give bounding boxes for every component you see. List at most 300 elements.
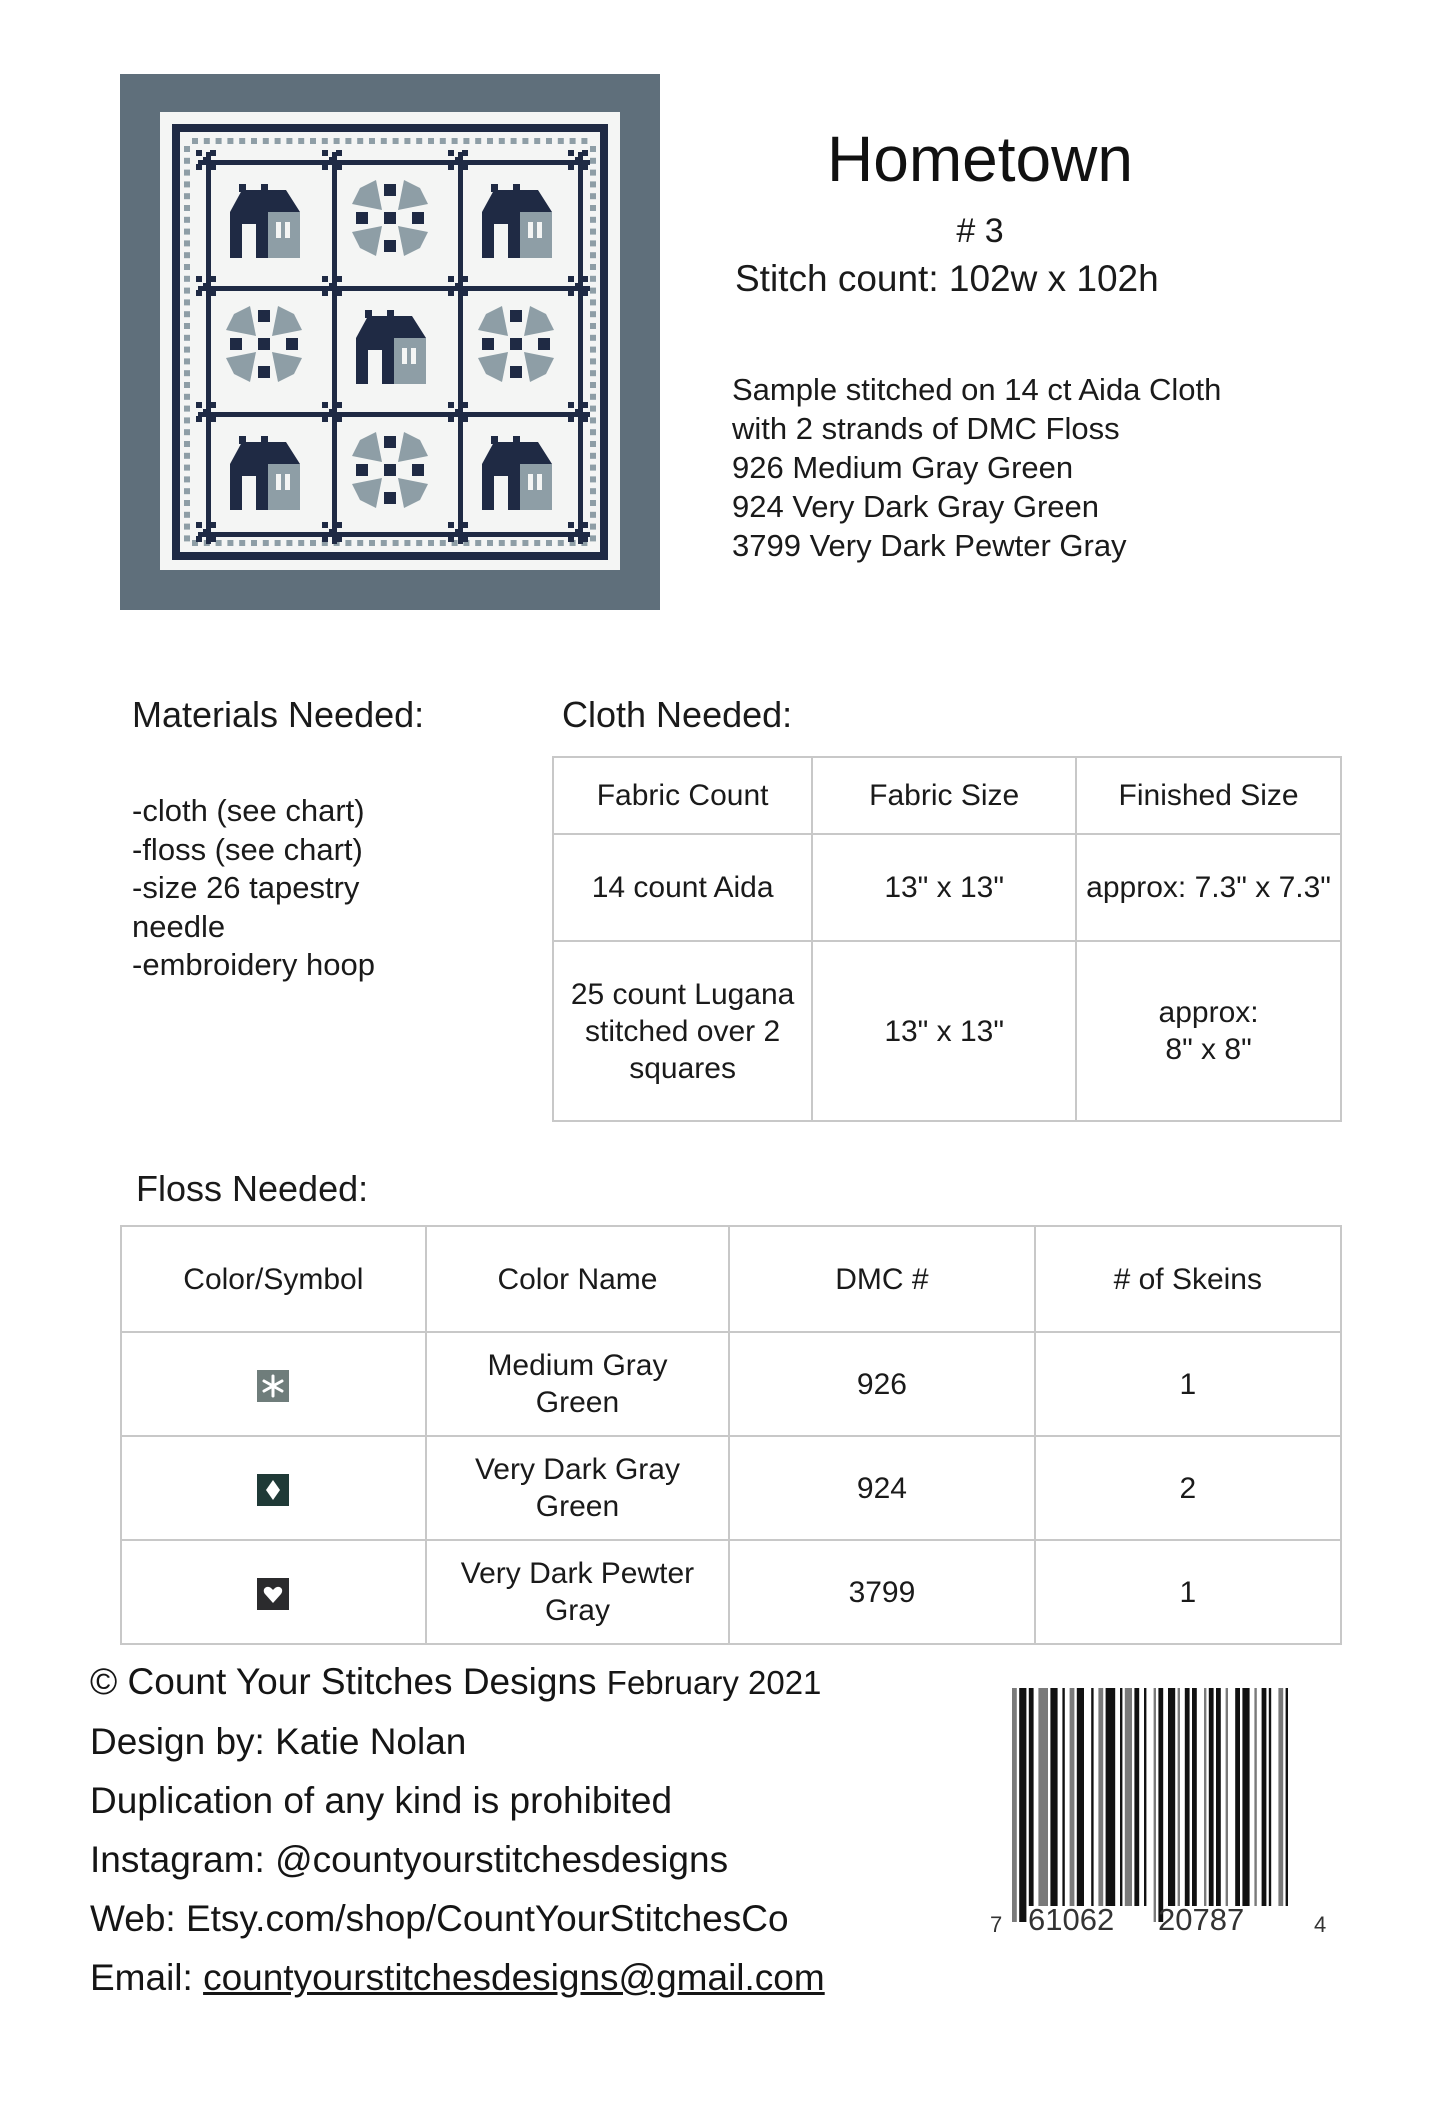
- floss-heading: Floss Needed:: [136, 1168, 369, 1209]
- border-dot: [286, 138, 292, 144]
- border-dot: [590, 335, 596, 341]
- table-row: [553, 834, 1341, 941]
- border-dot: [227, 138, 233, 144]
- footer-info: [90, 1652, 825, 2007]
- checker-square: [575, 529, 581, 535]
- border-dot: [345, 138, 351, 144]
- house-door: [242, 224, 256, 258]
- border-dot: [184, 276, 190, 282]
- copyright-line: [90, 1652, 825, 1712]
- border-dot: [463, 138, 469, 144]
- border-dot: [590, 406, 596, 412]
- border-dot: [275, 138, 281, 144]
- barcode-bar: [1106, 1688, 1116, 1906]
- border-dot: [404, 540, 410, 546]
- border-dot: [310, 540, 316, 546]
- border-dot: [184, 488, 190, 494]
- checker-square: [322, 150, 328, 156]
- stitch-count: Stitch count: 102w x 102h: [735, 258, 1159, 299]
- fabric-count-cell: 25 count Lugana stitched over 2 squares: [553, 941, 812, 1121]
- barcode-bar: [1262, 1688, 1267, 1906]
- sashing-line: [332, 152, 337, 544]
- house-window: [276, 222, 281, 238]
- star-square: [230, 338, 242, 350]
- checker-square: [210, 402, 216, 408]
- sashing-line: [578, 152, 583, 544]
- border-dot: [570, 138, 576, 144]
- border-dot: [298, 540, 304, 546]
- finished-size-cell: approx: 7.3" x 7.3": [1076, 834, 1341, 941]
- checker-square: [568, 416, 574, 422]
- border-dot: [184, 323, 190, 329]
- email-link[interactable]: countyourstitchesdesigns@gmail.com: [203, 1957, 825, 1998]
- checker-square: [336, 416, 342, 422]
- border-dot: [590, 217, 596, 223]
- sashing-line: [198, 532, 590, 537]
- border-dot: [440, 138, 446, 144]
- house-side: [394, 338, 426, 384]
- star-square: [384, 492, 396, 504]
- border-dot: [404, 138, 410, 144]
- copyright-text: © Count Your Stitches Designs: [90, 1661, 597, 1702]
- sashing-line: [198, 412, 590, 417]
- checker-square: [462, 416, 468, 422]
- checker-square: [575, 409, 581, 415]
- star-square: [286, 338, 298, 350]
- star-square: [356, 212, 368, 224]
- border-dot: [590, 417, 596, 423]
- border-dot: [590, 181, 596, 187]
- border-dot: [475, 540, 481, 546]
- border-dot: [381, 138, 387, 144]
- star-center: [258, 338, 270, 350]
- checker-square: [448, 536, 454, 542]
- finished-size-cell: approx: 8" x 8": [1076, 941, 1341, 1121]
- border-dot: [590, 240, 596, 246]
- checker-square: [196, 522, 202, 528]
- barcode-bar: [1154, 1688, 1156, 1922]
- star-square: [510, 310, 522, 322]
- border-dot: [590, 441, 596, 447]
- barcode-bar: [1235, 1688, 1240, 1906]
- border-dot: [184, 240, 190, 246]
- border-dot: [590, 488, 596, 494]
- border-dot: [216, 540, 222, 546]
- border-dot: [184, 453, 190, 459]
- border-dot: [239, 540, 245, 546]
- border-dot: [590, 205, 596, 211]
- symbol-cell: [121, 1332, 426, 1436]
- border-dot: [184, 264, 190, 270]
- barcode-bar: [1019, 1688, 1026, 1922]
- sample-line: 3799 Very Dark Pewter Gray: [732, 528, 1127, 563]
- border-dot: [522, 540, 528, 546]
- barcode-bar: [1038, 1688, 1048, 1906]
- checker-square: [210, 536, 216, 542]
- border-dot: [263, 138, 269, 144]
- cross-stitch-design-image: [120, 74, 660, 610]
- barcode-bar: [1254, 1688, 1256, 1906]
- designer-line: Design by: Katie Nolan: [90, 1721, 467, 1762]
- border-dot: [184, 370, 190, 376]
- color-name-cell: Very Dark Pewter Gray: [426, 1540, 730, 1644]
- barcode-bar: [1029, 1688, 1034, 1906]
- border-dot: [184, 170, 190, 176]
- border-dot: [381, 540, 387, 546]
- house-window: [402, 348, 407, 364]
- border-dot: [590, 276, 596, 282]
- column-header: Color Name: [426, 1226, 730, 1332]
- table-row: [121, 1540, 1341, 1644]
- checker-square: [582, 276, 588, 282]
- barcode-bar: [1144, 1688, 1146, 1906]
- fabric-size-cell: 13" x 13": [812, 941, 1076, 1121]
- border-dot: [184, 465, 190, 471]
- border-dot: [263, 540, 269, 546]
- barcode-check-digit: 4: [1314, 1912, 1327, 1937]
- barcode-left-digits: 61062: [1028, 1902, 1115, 1937]
- border-dot: [184, 146, 190, 152]
- border-dot: [511, 138, 517, 144]
- border-dot: [590, 229, 596, 235]
- checker-square: [196, 536, 202, 542]
- materials-item: -embroidery hoop: [132, 947, 375, 982]
- publish-date: February 2021: [606, 1664, 822, 1701]
- border-dot: [581, 138, 587, 144]
- barcode-bar: [1204, 1688, 1206, 1906]
- checker-square: [203, 283, 209, 289]
- border-dot: [251, 540, 257, 546]
- barcode-bar: [1185, 1688, 1190, 1906]
- star-center: [384, 212, 396, 224]
- checker-square: [203, 529, 209, 535]
- checker-square: [455, 409, 461, 415]
- border-dot: [428, 138, 434, 144]
- border-dot: [487, 540, 493, 546]
- barcode-bar: [1209, 1688, 1214, 1906]
- border-dot: [322, 138, 328, 144]
- border-dot: [416, 138, 422, 144]
- barcode-bar: [1269, 1688, 1271, 1906]
- checker-square: [329, 529, 335, 535]
- checker-square: [336, 164, 342, 170]
- border-dot: [345, 540, 351, 546]
- floss-table: [120, 1225, 1342, 1645]
- barcode-bar: [1070, 1688, 1075, 1906]
- barcode-bar: [1091, 1688, 1093, 1906]
- border-dot: [440, 540, 446, 546]
- border-dot: [184, 382, 190, 388]
- sashing-line: [206, 152, 211, 544]
- star-square: [356, 464, 368, 476]
- border-dot: [184, 347, 190, 353]
- border-dot: [184, 229, 190, 235]
- color-name-cell: Medium Gray Green: [426, 1332, 730, 1436]
- skeins-cell: 1: [1035, 1332, 1341, 1436]
- checker-square: [582, 402, 588, 408]
- checker-square: [582, 164, 588, 170]
- border-dot: [184, 335, 190, 341]
- star-square: [258, 366, 270, 378]
- checker-square: [336, 402, 342, 408]
- checker-square: [462, 522, 468, 528]
- border-dot: [590, 146, 596, 152]
- checker-square: [448, 416, 454, 422]
- checker-square: [210, 290, 216, 296]
- star-square: [482, 338, 494, 350]
- checker-square: [582, 522, 588, 528]
- checker-square: [575, 157, 581, 163]
- checker-square: [455, 283, 461, 289]
- checker-square: [462, 150, 468, 156]
- checker-square: [210, 164, 216, 170]
- border-line: [172, 552, 608, 560]
- star-square: [384, 184, 396, 196]
- border-dot: [590, 394, 596, 400]
- border-dot: [590, 264, 596, 270]
- border-dot: [227, 540, 233, 546]
- border-dot: [534, 540, 540, 546]
- table-row: [121, 1332, 1341, 1436]
- star-square: [384, 436, 396, 448]
- border-dot: [590, 358, 596, 364]
- border-dot: [534, 138, 540, 144]
- sashing-line: [458, 152, 463, 544]
- barcode-bar: [1178, 1688, 1180, 1906]
- border-dot: [239, 138, 245, 144]
- checker-square: [322, 164, 328, 170]
- symbol-cell: [121, 1540, 426, 1644]
- symbol-cell: [121, 1436, 426, 1540]
- border-dot: [184, 524, 190, 530]
- table-header-row: [553, 757, 1341, 834]
- border-dot: [590, 535, 596, 541]
- barcode-bar: [1077, 1688, 1084, 1906]
- border-dot: [393, 138, 399, 144]
- checker-square: [448, 402, 454, 408]
- checker-square: [322, 536, 328, 542]
- border-dot: [184, 288, 190, 294]
- checker-square: [336, 536, 342, 542]
- house-window: [537, 474, 542, 490]
- checker-square: [582, 416, 588, 422]
- checker-square: [448, 150, 454, 156]
- checker-square: [582, 150, 588, 156]
- checker-square: [329, 409, 335, 415]
- border-dot: [499, 540, 505, 546]
- instagram-line: Instagram: @countyourstitchesdesigns: [90, 1839, 729, 1880]
- checker-square: [329, 283, 335, 289]
- star-center: [384, 464, 396, 476]
- border-dot: [184, 205, 190, 211]
- house-window: [411, 348, 416, 364]
- barcode-bar: [1168, 1688, 1175, 1906]
- border-dot: [416, 540, 422, 546]
- checker-square: [336, 276, 342, 282]
- border-dot: [590, 476, 596, 482]
- sample-line: Sample stitched on 14 ct Aida Cloth: [732, 372, 1222, 407]
- skeins-cell: 1: [1035, 1540, 1341, 1644]
- checker-square: [322, 522, 328, 528]
- dmc-number-cell: 3799: [729, 1540, 1034, 1644]
- house-side: [268, 212, 300, 258]
- border-dot: [251, 138, 257, 144]
- checker-square: [336, 522, 342, 528]
- barcode-bar: [1226, 1688, 1228, 1906]
- cloth-table: [552, 756, 1342, 1122]
- border-dot: [590, 158, 596, 164]
- border-dot: [369, 540, 375, 546]
- materials-item: -size 26 tapestry: [132, 870, 360, 905]
- border-dot: [334, 138, 340, 144]
- border-dot: [204, 138, 210, 144]
- barcode-bar: [1062, 1688, 1064, 1906]
- checker-square: [582, 290, 588, 296]
- checker-square: [196, 402, 202, 408]
- border-dot: [590, 382, 596, 388]
- border-dot: [475, 138, 481, 144]
- checker-square: [322, 416, 328, 422]
- checker-square: [210, 276, 216, 282]
- house-window: [528, 222, 533, 238]
- checker-square: [568, 276, 574, 282]
- house-door: [368, 350, 382, 384]
- border-dot: [590, 252, 596, 258]
- border-dot: [275, 540, 281, 546]
- sample-line: 926 Medium Gray Green: [732, 450, 1074, 485]
- checker-square: [568, 536, 574, 542]
- border-dot: [184, 406, 190, 412]
- checker-square: [448, 522, 454, 528]
- checker-square: [448, 164, 454, 170]
- border-dot: [310, 138, 316, 144]
- border-dot: [184, 158, 190, 164]
- border-dot: [184, 441, 190, 447]
- materials-item: -floss (see chart): [132, 831, 363, 867]
- border-dot: [184, 217, 190, 223]
- checker-square: [455, 529, 461, 535]
- border-dot: [357, 540, 363, 546]
- checker-square: [448, 276, 454, 282]
- border-dot: [184, 476, 190, 482]
- barcode-bar: [1278, 1688, 1283, 1906]
- checker-square: [196, 290, 202, 296]
- checker-square: [462, 290, 468, 296]
- barcode-bar: [1012, 1688, 1017, 1922]
- star-square: [384, 240, 396, 252]
- border-dot: [184, 299, 190, 305]
- border-dot: [590, 429, 596, 435]
- barcode-bar: [1120, 1688, 1122, 1906]
- border-dot: [590, 524, 596, 530]
- dmc-number-cell: 926: [729, 1332, 1034, 1436]
- checker-square: [329, 157, 335, 163]
- border-dot: [298, 138, 304, 144]
- checker-square: [210, 150, 216, 156]
- checker-square: [568, 164, 574, 170]
- border-line: [600, 124, 608, 560]
- border-dot: [487, 138, 493, 144]
- house-door: [494, 476, 508, 510]
- barcode-bar: [1134, 1688, 1139, 1906]
- house-window: [276, 474, 281, 490]
- border-dot: [184, 535, 190, 541]
- border-dot: [590, 370, 596, 376]
- house-door: [242, 476, 256, 510]
- pattern-title: Hometown: [827, 123, 1133, 195]
- star-square: [258, 310, 270, 322]
- border-dot: [184, 512, 190, 518]
- checker-square: [203, 409, 209, 415]
- border-line: [172, 124, 608, 132]
- materials-heading: Materials Needed:: [132, 694, 425, 735]
- checker-square: [336, 290, 342, 296]
- border-dot: [369, 138, 375, 144]
- checker-square: [462, 536, 468, 542]
- sampler-photo: [120, 74, 660, 610]
- star-square: [538, 338, 550, 350]
- house-window: [285, 474, 290, 490]
- column-header: Finished Size: [1076, 757, 1341, 834]
- border-dot: [499, 138, 505, 144]
- column-header: DMC #: [729, 1226, 1034, 1332]
- color-name-cell: Very Dark Gray Green: [426, 1436, 730, 1540]
- border-dot: [546, 540, 552, 546]
- duplication-notice: Duplication of any kind is prohibited: [90, 1780, 673, 1821]
- border-dot: [522, 138, 528, 144]
- column-header: # of Skeins: [1035, 1226, 1341, 1332]
- border-dot: [184, 417, 190, 423]
- house-window: [285, 222, 290, 238]
- border-dot: [558, 540, 564, 546]
- web-link[interactable]: Web: Etsy.com/shop/CountYourStitchesCo: [90, 1898, 789, 1939]
- star-square: [510, 366, 522, 378]
- barcode-bar: [1286, 1688, 1288, 1906]
- border-dot: [590, 500, 596, 506]
- sample-line: with 2 strands of DMC Floss: [732, 411, 1120, 446]
- column-header: Fabric Count: [553, 757, 812, 834]
- border-dot: [590, 288, 596, 294]
- email-line: [90, 1948, 825, 2007]
- border-dot: [558, 138, 564, 144]
- barcode-bar: [1192, 1688, 1197, 1906]
- checker-square: [322, 276, 328, 282]
- border-dot: [286, 540, 292, 546]
- diamond-symbol-icon: [257, 1474, 289, 1506]
- border-dot: [216, 138, 222, 144]
- star-square: [412, 464, 424, 476]
- border-dot: [192, 138, 198, 144]
- barcode-bar: [1125, 1688, 1132, 1906]
- house-side: [268, 464, 300, 510]
- star-center: [510, 338, 522, 350]
- border-dot: [184, 193, 190, 199]
- barcode-bar: [1242, 1688, 1249, 1906]
- checker-square: [210, 416, 216, 422]
- checker-square: [448, 290, 454, 296]
- cloth-heading: Cloth Needed:: [562, 694, 793, 735]
- materials-list: [132, 792, 432, 985]
- border-dot: [590, 512, 596, 518]
- skeins-cell: 2: [1035, 1436, 1341, 1540]
- column-header: Color/Symbol: [121, 1226, 426, 1332]
- border-dot: [511, 540, 517, 546]
- house-window: [537, 222, 542, 238]
- checker-square: [568, 150, 574, 156]
- checker-square: [196, 164, 202, 170]
- column-header: Fabric Size: [812, 757, 1076, 834]
- checker-square: [462, 402, 468, 408]
